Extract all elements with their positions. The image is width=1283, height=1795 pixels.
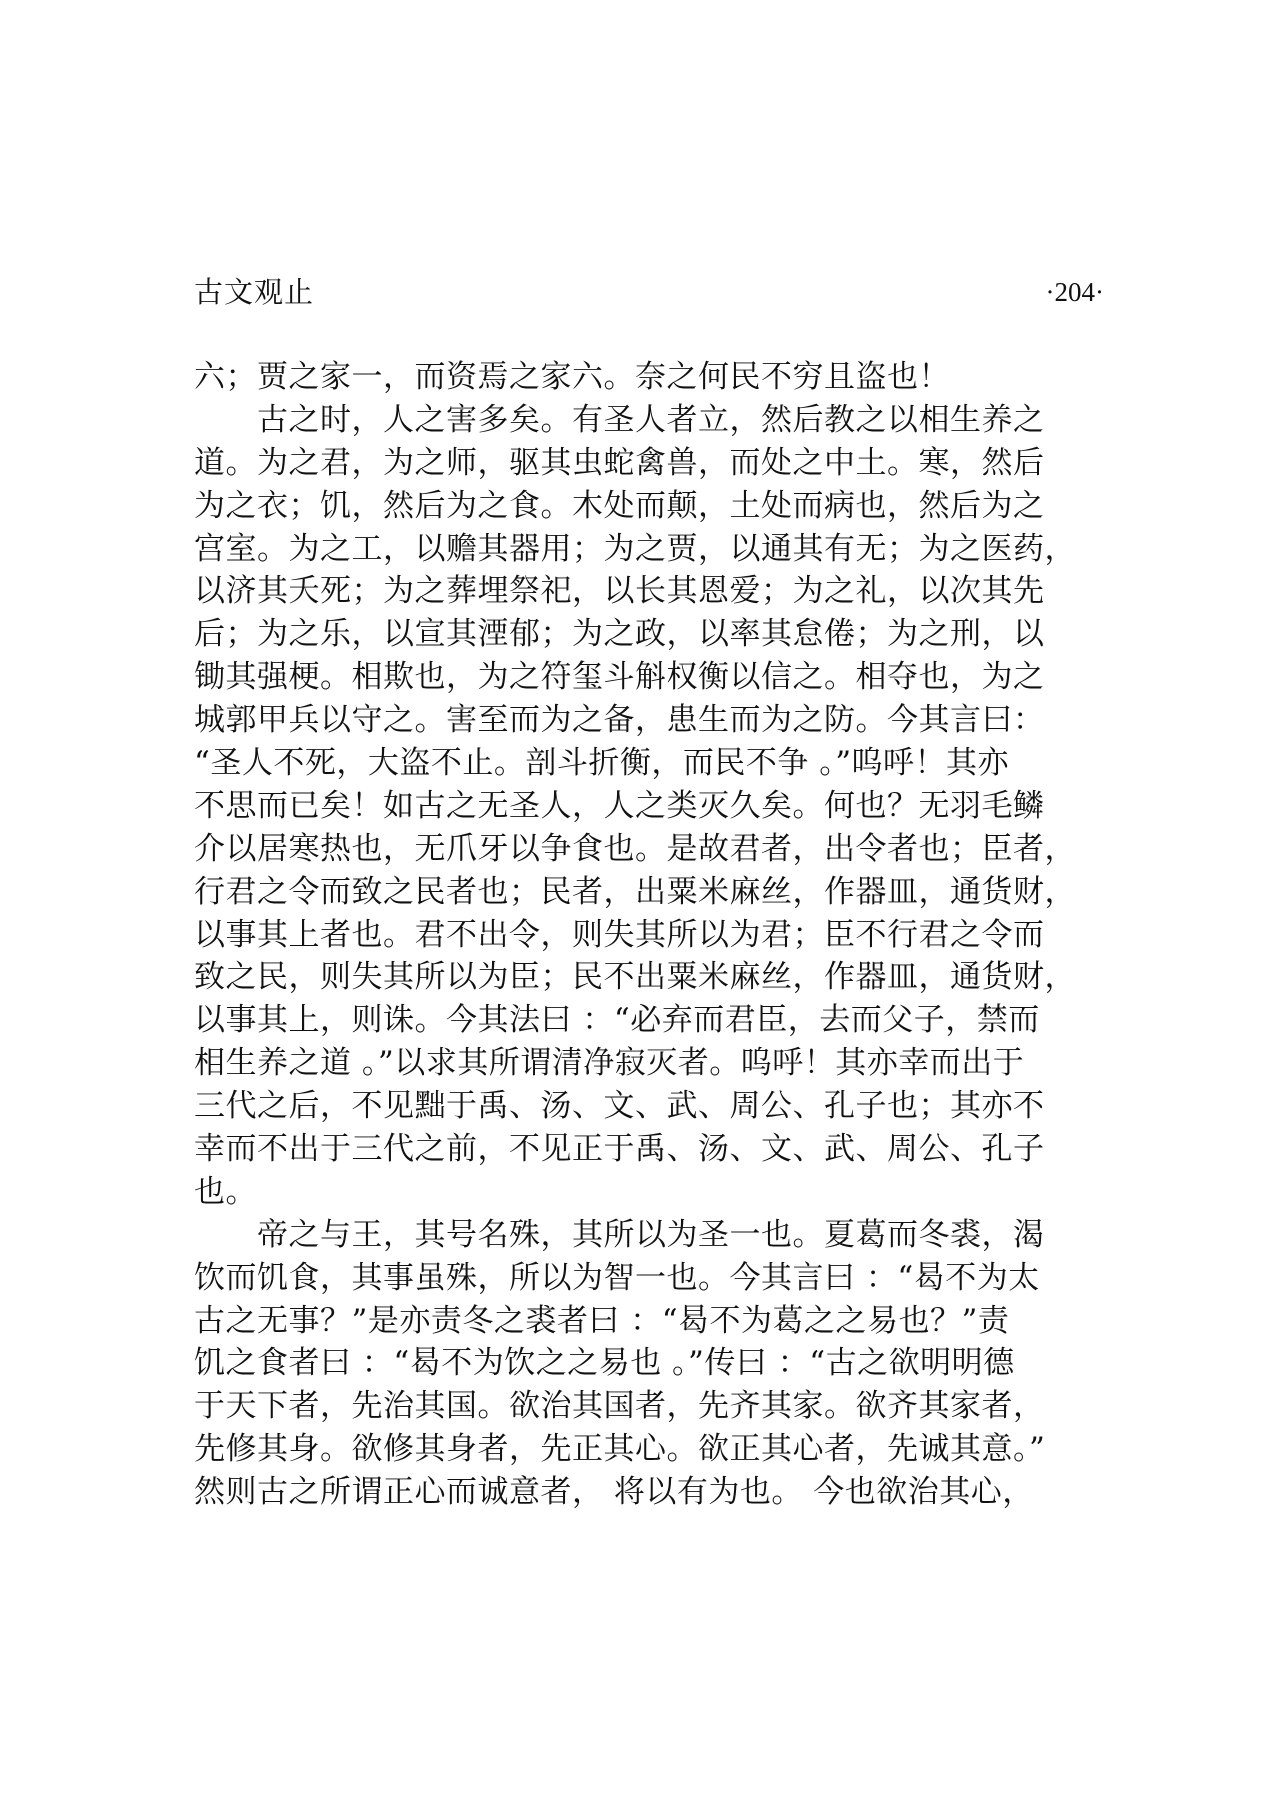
text-line: 帝之与王，其号名殊，其所以为圣一也。夏葛而冬裘，渴 (194, 1216, 1045, 1253)
text-line: 城郭甲兵以守之。害至而为之备，患生而为之防。今其言曰： (194, 702, 1045, 739)
text-line: 饮而饥食，其事虽殊，所以为智一也。今其言曰 ：“曷不为太 (194, 1259, 1040, 1296)
text-line: 宫室。为之工，以赡其器用；为之贾，以通其有无；为之医药， (194, 530, 1076, 567)
text-line: 为之衣；饥，然后为之食。木处而颠，土处而病也，然后为之 (194, 487, 1045, 524)
book-title: 古文观止 (194, 275, 315, 309)
text-line: 不思而已矣！如古之无圣人，人之类灭久矣。何也？无羽毛鳞 (194, 787, 1045, 824)
text-line: 致之民，则失其所以为臣；民不出粟米麻丝，作器皿，通货财， (194, 959, 1076, 996)
text-line: 锄其强梗。相欺也，为之符玺斗斛权衡以信之。相夺也，为之 (194, 659, 1045, 696)
text-line: 行君之令而致之民者也；民者，出粟米麻丝，作器皿，通货财， (194, 873, 1076, 910)
text-line: “圣人不死，大盗不止。剖斗折衡，而民不争 。”呜呼！其亦 (194, 745, 1010, 782)
text-line: 古之无事？”是亦责冬之裘者曰 ：“曷不为葛之之易也？”责 (194, 1302, 1010, 1339)
text-line: 饥之食者曰 ：“曷不为饮之之易也 。”传曰 ：“古之欲明明德 (194, 1345, 1015, 1382)
text-line: 以事其上，则诛。今其法曰 ：“必弃而君臣，去而父子，禁而 (194, 1002, 1040, 1039)
text-line: 幸而不出于三代之前，不见正于禹、汤、文、武、周公、孔子 (194, 1131, 1045, 1168)
text-line: 然则古之所谓正心而诚意者， 将以有为也。 今也欲治其心， (194, 1474, 1034, 1511)
text-line: 也。 (194, 1173, 257, 1210)
text-line: 六；贾之家一，而资焉之家六。奈之何民不穷且盗也！ (194, 359, 950, 395)
text-line: 先修其身。欲修其身者，先正其心。欲正其心者，先诚其意。” (194, 1431, 1046, 1468)
text-line: 相生养之道 。”以求其所谓清净寂灭者。呜呼！其亦幸而出于 (194, 1045, 1025, 1082)
text-line: 以事其上者也。君不出令，则失其所以为君；臣不行君之令而 (194, 916, 1045, 953)
text-line: 道。为之君，为之师，驱其虫蛇禽兽，而处之中土。寒，然后 (194, 444, 1045, 481)
text-line: 后；为之乐，以宣其湮郁；为之政，以率其怠倦；为之刑，以 (194, 616, 1045, 653)
body-text (194, 356, 1099, 1514)
text-line: 以济其夭死；为之葬埋祭祀，以长其恩爱；为之礼，以次其先 (194, 573, 1045, 610)
text-line: 于天下者，先治其国。欲治其国者，先齐其家。欲齐其家者， (194, 1388, 1045, 1425)
text-line: 三代之后，不见黜于禹、汤、文、武、周公、孔子也；其亦不 (194, 1088, 1045, 1125)
page-header (194, 270, 1104, 314)
text-line: 古之时，人之害多矣。有圣人者立，然后教之以相生养之 (194, 401, 1045, 438)
page-number: ·204· (1045, 277, 1104, 307)
text-line: 介以居寒热也，无爪牙以争食也。是故君者，出令者也；臣者， (194, 830, 1076, 867)
